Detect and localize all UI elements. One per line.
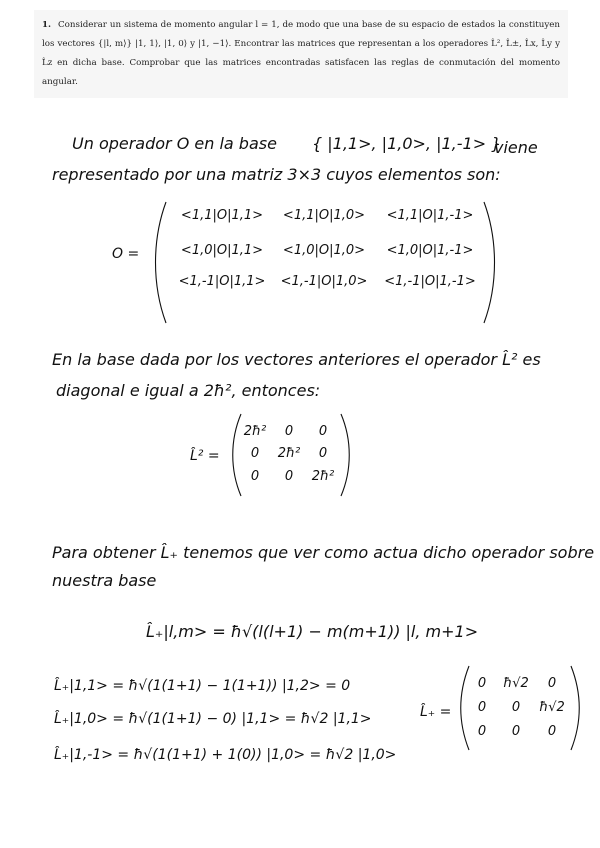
Lplus-cell-32: 0 <box>511 724 521 739</box>
basis-set: { |1,1>, |1,0>, |1,-1> } <box>312 134 502 153</box>
L2-matrix-right-paren <box>338 412 354 498</box>
problem-line-1: Considerar un sistema de momento angular l = 1, de modo que una base de su espacio de estados la <box>58 20 506 30</box>
Lplus-line-2: nuestra base <box>52 571 157 590</box>
L2-cell-13: 0 <box>318 424 328 439</box>
L2-cell-12: 0 <box>284 424 294 439</box>
Lplus-line-1: Para obtener L̂₊ tenemos que ver como actua dicho operador sobre <box>52 543 595 562</box>
L2-cell-33: 2ħ² <box>311 469 335 484</box>
O-cell-32: <1,-1|O|1,0> <box>280 274 368 289</box>
intro-line-2: representado por una matriz 3×3 cuyos elementos son: <box>52 165 501 184</box>
problem-line-2: constituyen los vectores {|l, m⟩} |1, 1⟩, |1, 0⟩ y |1, −1⟩. Encontrar las matrices que representan a los operadores <box>42 20 560 49</box>
L2-matrix-label: L̂² = <box>190 448 220 464</box>
Lplus-cell-13: 0 <box>547 676 557 691</box>
Lplus-matrix-right-paren <box>568 664 584 752</box>
problem-line-4: del momento angular. <box>42 58 560 87</box>
L2-cell-32: 0 <box>284 469 294 484</box>
problem-line-3: L̂², L̂±, L̂x, L̂y y L̂z en dicha base. Comprobar que las matrices encontradas satisfacen las reglas de conmutación <box>42 39 560 68</box>
Lplus-general-formula: L̂₊|l,m> = ħ√(l(l+1) − m(m+1)) |l, m+1> <box>146 622 479 641</box>
O-cell-31: <1,-1|O|1,1> <box>178 274 266 289</box>
intro-line-1: Un operador O en la base <box>72 134 277 153</box>
L2-cell-21: 0 <box>250 446 260 461</box>
L2-line-1: En la base dada por los vectores anteriores el operador L̂² es <box>52 350 541 369</box>
Lplus-cell-31: 0 <box>477 724 487 739</box>
Lplus-matrix-label: L̂₊ = <box>420 704 452 720</box>
problem-statement <box>34 10 568 98</box>
Lplus-cell-33: 0 <box>547 724 557 739</box>
O-cell-11: <1,1|O|1,1> <box>180 208 264 223</box>
L2-line-2: diagonal e igual a 2ħ², entonces: <box>56 381 321 400</box>
Lplus-cell-22: 0 <box>511 700 521 715</box>
O-cell-12: <1,1|O|1,0> <box>282 208 366 223</box>
Lplus-eq-2: L̂₊|1,0> = ħ√(1(1+1) − 0) |1,1> = ħ√2 |1,1> <box>54 711 372 727</box>
L2-cell-11: 2ħ² <box>243 424 267 439</box>
Lplus-cell-23: ħ√2 <box>539 700 565 715</box>
Lplus-eq-3: L̂₊|1,-1> = ħ√(1(1+1) + 1(0)) |1,0> = ħ√2 |1,0> <box>54 747 397 763</box>
Lplus-cell-21: 0 <box>477 700 487 715</box>
O-cell-23: <1,0|O|1,-1> <box>386 243 474 258</box>
L2-cell-23: 0 <box>318 446 328 461</box>
Lplus-eq-1: L̂₊|1,1> = ħ√(1(1+1) − 1(1+1)) |1,2> = 0 <box>54 678 351 694</box>
O-matrix-left-paren <box>150 200 170 325</box>
O-cell-13: <1,1|O|1,-1> <box>386 208 474 223</box>
Lplus-cell-11: 0 <box>477 676 487 691</box>
O-cell-33: <1,-1|O|1,-1> <box>384 274 476 289</box>
O-cell-22: <1,0|O|1,0> <box>282 243 366 258</box>
L2-cell-31: 0 <box>250 469 260 484</box>
O-matrix-label: O = <box>112 246 140 262</box>
problem-number: 1. <box>42 20 52 30</box>
Lplus-cell-12: ħ√2 <box>503 676 529 691</box>
L2-cell-22: 2ħ² <box>277 446 301 461</box>
O-cell-21: <1,0|O|1,1> <box>180 243 264 258</box>
intro-line-1-end: viene <box>494 138 538 157</box>
